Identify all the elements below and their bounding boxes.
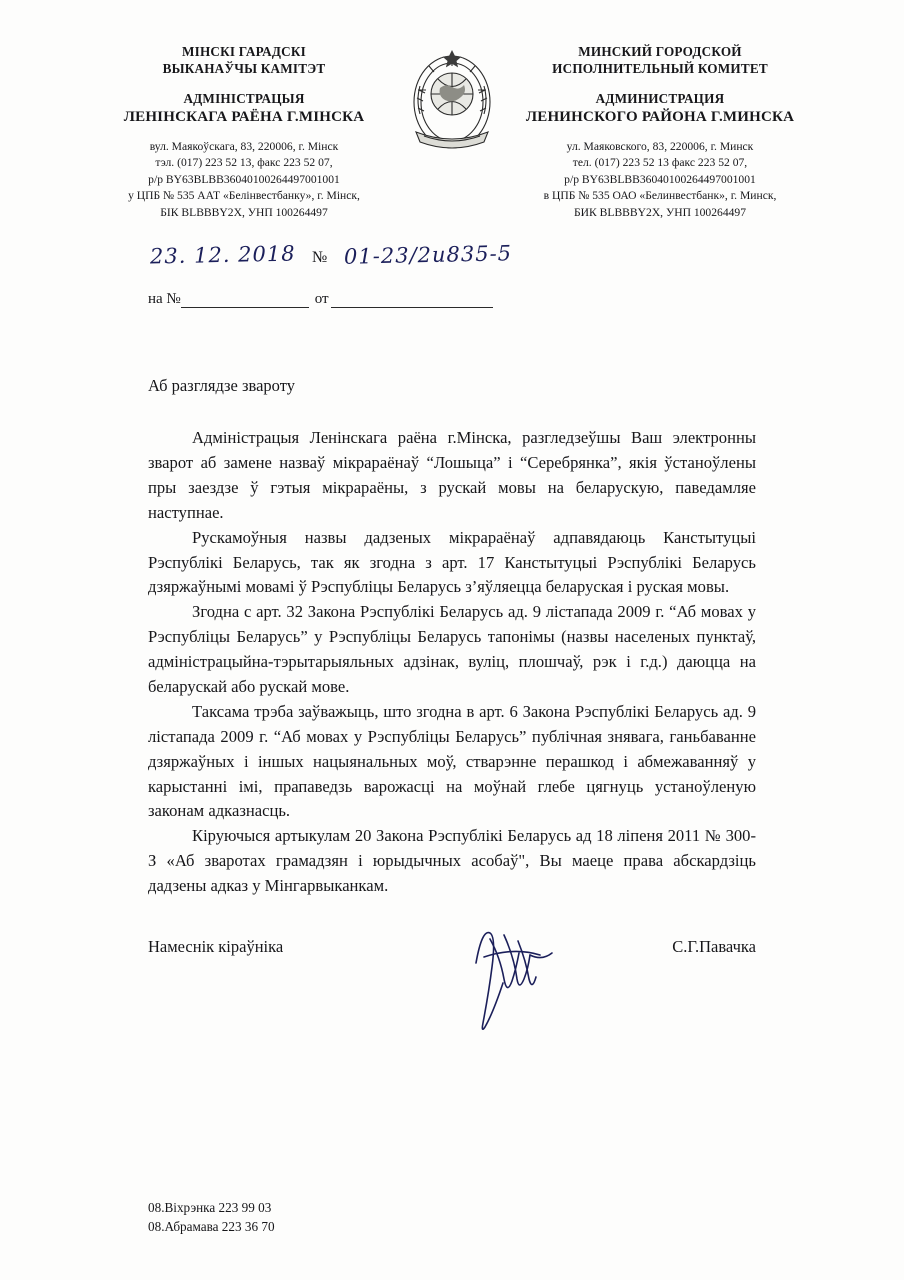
letterhead-right-addr5: БИК BLBBBY2X, УНП 100264497 xyxy=(573,205,747,219)
letterhead-left-addr1: вул. Маякоўскага, 83, 220006, г. Мінск xyxy=(149,139,339,153)
letterhead-left-addr4: у ЦПБ № 535 ААТ «Белінвестбанку», г. Мінск, xyxy=(128,189,360,203)
body-paragraph-4: Таксама трэба заўважыць, што згодна в арт. 6 Закона Рэспублікі Беларусь ад. 9 лістапада 2009 г. “Аб мовах у Рэспублiцы Беларусь” публічная знявага, ганьбаванне дзяржаўных і іншых нацыянальных моў, стварэнне перашкод і абмежаванняў у карыстанні імі, прапаведзь варожасці на моўнай глебе цягнуць устаноўленую законам адказнасць. xyxy=(148,701,756,821)
letterhead-left-addr5: БІК BLBBBY2X, УНП 100264497 xyxy=(160,205,328,219)
executor-line-2: 08.Абрамава 223 36 70 xyxy=(148,1218,275,1234)
reference-line xyxy=(148,291,904,308)
document-date-handwritten: 23. 12. 2018 xyxy=(149,241,296,269)
letterhead-right-line3: АДМИНИСТРАЦИЯ xyxy=(595,90,725,106)
letterhead-right-addr3: р/р BY63BLBB36040100264497001001 xyxy=(564,172,756,186)
body-paragraph-5: Кіруючыся артыкулам 20 Закона Рэспублікі Беларусь ад 18 ліпеня 2011 № 300-З «Аб зваротах грамадзян і юрыдычных асобаў", Вы маеце права абскардзіць дадзены адказ у Мінгарвыканкам. xyxy=(148,826,756,896)
coat-of-arms-of-belarus-icon xyxy=(400,44,504,154)
body-paragraph-1: Адміністрацыя Ленінскага раёна г.Мінска, разгледзеўшы Ваш электронны зварот аб замене назваў мікрараёнаў “Лошыца” і “Серебрянка”, якія ўстаноўлены пры заездзе ў гэтыя мікрараёны, з рускай мовы на беларускую, паведамляе наступнае. xyxy=(148,428,756,522)
letterhead-right-addr4: в ЦПБ № 535 ОАО «Белинвестбанк», г. Минск, xyxy=(543,189,777,203)
signatory-name: С.Г.Павачка xyxy=(672,937,756,957)
signature-block xyxy=(148,937,756,957)
number-sign: № xyxy=(312,249,328,267)
letterhead-left-addr3: р/р BY63BLBB36040100264497001001 xyxy=(148,172,340,186)
body-paragraph-2: Рускамоўныя назвы дадзеных мікрараёнаў адпавядаюць Канстытуцыі Рэспублікі Беларусь, так як згодна з арт. 17 Канстытуцыі Рэспублікі Беларусь дзяржаўнымі мовамі ў Рэспублiцы Беларусь з’яўляецца беларуская і руская мовы. xyxy=(148,527,756,597)
reference-na-rule xyxy=(181,295,309,308)
signatory-position: Намеснік кіраўніка xyxy=(148,937,284,957)
letterhead-left-addr2: тэл. (017) 223 52 13, факс 223 52 07, xyxy=(155,156,333,170)
subject-line: Аб разглядзе звароту xyxy=(148,376,295,396)
executor-contacts xyxy=(148,1198,275,1236)
letterhead-left-line1: МІНСКІ ГАРАДСКІ xyxy=(181,44,306,59)
executor-line-1: 08.Віхрэнка 223 99 03 xyxy=(148,1199,272,1215)
reference-ot-label: от xyxy=(314,291,329,308)
letterhead xyxy=(0,0,904,221)
document-number-line xyxy=(148,243,904,277)
letterhead-right-address xyxy=(510,139,810,221)
handwritten-signature-icon xyxy=(458,911,608,1031)
letterhead-right-addr2: тел. (017) 223 52 13 факс 223 52 07, xyxy=(572,156,748,170)
letterhead-right xyxy=(504,44,810,221)
letterhead-right-line2: ИСПОЛНИТЕЛЬНЫЙ КОМИТЕТ xyxy=(552,60,768,76)
letterhead-left-line4: ЛЕНІНСКАГА РАЁНА Г.МІНСКА xyxy=(123,108,365,125)
letterhead-right-line1: МИНСКИЙ ГОРОДСКОЙ xyxy=(578,44,742,59)
letterhead-left-address xyxy=(94,139,394,221)
letterhead-left xyxy=(94,44,400,221)
letterhead-right-addr1: ул. Маяковского, 83, 220006, г. Минск xyxy=(566,139,754,153)
document-number-handwritten: 01-23/2u835-5 xyxy=(343,241,513,269)
body-paragraph-3: Згодна с арт. 32 Закона Рэспублікі Беларусь ад. 9 лістапада 2009 г. “Аб мовах у Рэспублiцы Беларусь” у Рэспублiцы Беларусь тапонімы (назвы населеных пунктаў, адміністрацыйна-тэрытарыяльных адзінак, вуліц, плошчаў, рэк і г.д.) даюцца на беларускай або рускай мове. xyxy=(148,602,756,697)
letterhead-right-line4: ЛЕНИНСКОГО РАЙОНА Г.МИНСКА xyxy=(525,108,795,125)
letterhead-left-line2: ВЫКАНАЎЧЫ КАМІТЭТ xyxy=(162,60,326,76)
reference-na-label: на № xyxy=(148,291,181,308)
reference-ot-rule xyxy=(331,295,493,308)
letter-body xyxy=(148,426,756,899)
letterhead-left-line3: АДМІНІСТРАЦЫЯ xyxy=(183,90,305,106)
